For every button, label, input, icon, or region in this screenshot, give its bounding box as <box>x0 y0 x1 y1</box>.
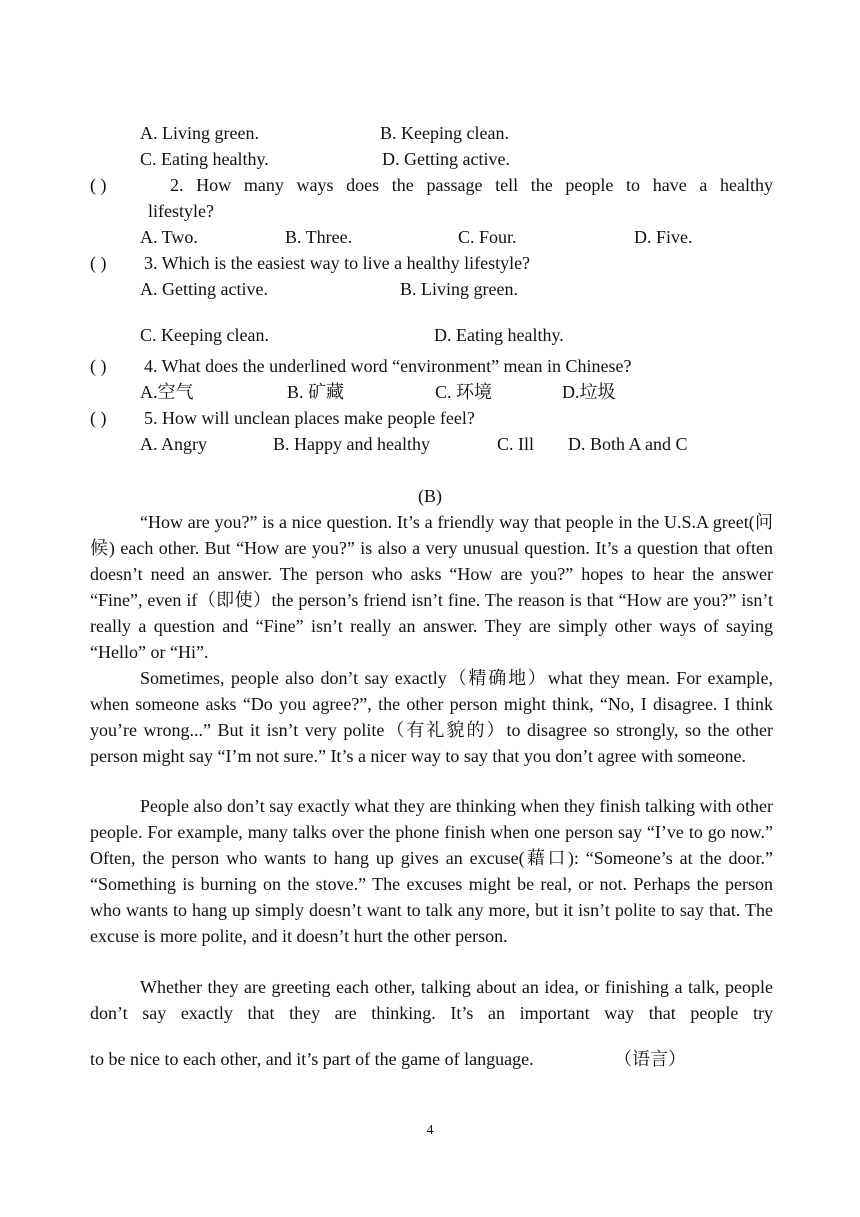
section-b-title: (B) <box>418 486 442 506</box>
passage-paragraph-4: Whether they are greeting each other, talking about an idea, or finishing a talk, people don’t say exactly that they are thinking. It’s an important way that people try <box>90 977 773 1023</box>
q3-option-a: A. Getting active. <box>140 279 268 299</box>
q5-option-b: B. Happy and healthy <box>273 434 430 454</box>
q3-option-d: D. Eating healthy. <box>434 325 564 345</box>
q4-answer-blank[interactable]: ( ) <box>90 356 107 376</box>
passage-gloss-note: （语言） <box>614 1049 686 1069</box>
q3-answer-blank[interactable]: ( ) <box>90 253 107 273</box>
q4-option-b: B. 矿藏 <box>287 382 345 402</box>
page-number: 4 <box>426 1123 434 1138</box>
q2-option-a: A. Two. <box>140 227 198 247</box>
q1-option-c: C. Eating healthy. <box>140 149 269 169</box>
q4-option-a: A.空气 <box>140 382 194 402</box>
q5-option-d: D. Both A and C <box>568 434 688 454</box>
q4-stem: 4. What does the underlined word “environment” mean in Chinese? <box>144 356 632 376</box>
q4-option-c: C. 环境 <box>435 382 493 402</box>
q5-option-a: A. Angry <box>140 434 207 454</box>
q3-stem: 3. Which is the easiest way to live a healthy lifestyle? <box>144 253 531 273</box>
passage-paragraph-1: “How are you?” is a nice question. It’s a friendly way that people in the U.S.A greet(问候) each other. But “How are you?” is also a very unusual question. It’s a question that often doesn’t need an answer. The person who asks “How are you?” hopes to hear the answer “Fine”, even if（即使）the person’s friend isn’t fine. The reason is that “How are you?” isn’t really a question and “Fine” isn’t really an answer. They are simply other ways of saying “Hello” or “Hi”. <box>90 512 773 662</box>
passage-paragraph-3: People also don’t say exactly what they are thinking when they finish talking with other people. For example, many talks over the phone finish when one person say “I’ve to go now.” Often, the person who wants to hang up gives an excuse(藉口): “Someone’s at the door.” “Something is burning on the stove.” The excuses might be real, or not. Perhaps the person who wants to hang up simply doesn’t want to talk any more, but it isn’t polite to say that. The excuse is more polite, and it doesn’t hurt the other person. <box>90 796 773 946</box>
q2-stem: 2. How many ways does the passage tell the people to have a healthy <box>170 175 773 195</box>
q2-stem-cont: lifestyle? <box>148 201 214 221</box>
q4-option-d: D.垃圾 <box>562 382 616 402</box>
q2-answer-blank[interactable]: ( ) <box>90 175 107 195</box>
q5-answer-blank[interactable]: ( ) <box>90 408 107 428</box>
passage-paragraph-2: Sometimes, people also don’t say exactly（精确地）what they mean. For example, when someone asks “Do you agree?”, the other person might think, “No, I disagree. I think you’re wrong...” But it isn’t very polite（有礼貌的）to disagree so strongly, so the other person might say “I’m not sure.” It’s a nicer way to say that you don’t agree with someone. <box>90 668 773 766</box>
q5-stem: 5. How will unclean places make people feel? <box>144 408 475 428</box>
passage-paragraph-4-end: to be nice to each other, and it’s part of the game of language. <box>90 1049 534 1069</box>
q1-option-b: B. Keeping clean. <box>380 123 509 143</box>
q3-option-c: C. Keeping clean. <box>140 325 269 345</box>
q1-option-a: A. Living green. <box>140 123 259 143</box>
q2-option-d: D. Five. <box>634 227 693 247</box>
q2-option-b: B. Three. <box>285 227 353 247</box>
q1-option-d: D. Getting active. <box>382 149 510 169</box>
q3-option-b: B. Living green. <box>400 279 518 299</box>
q5-option-c: C. Ill <box>497 434 535 454</box>
q2-option-c: C. Four. <box>458 227 517 247</box>
